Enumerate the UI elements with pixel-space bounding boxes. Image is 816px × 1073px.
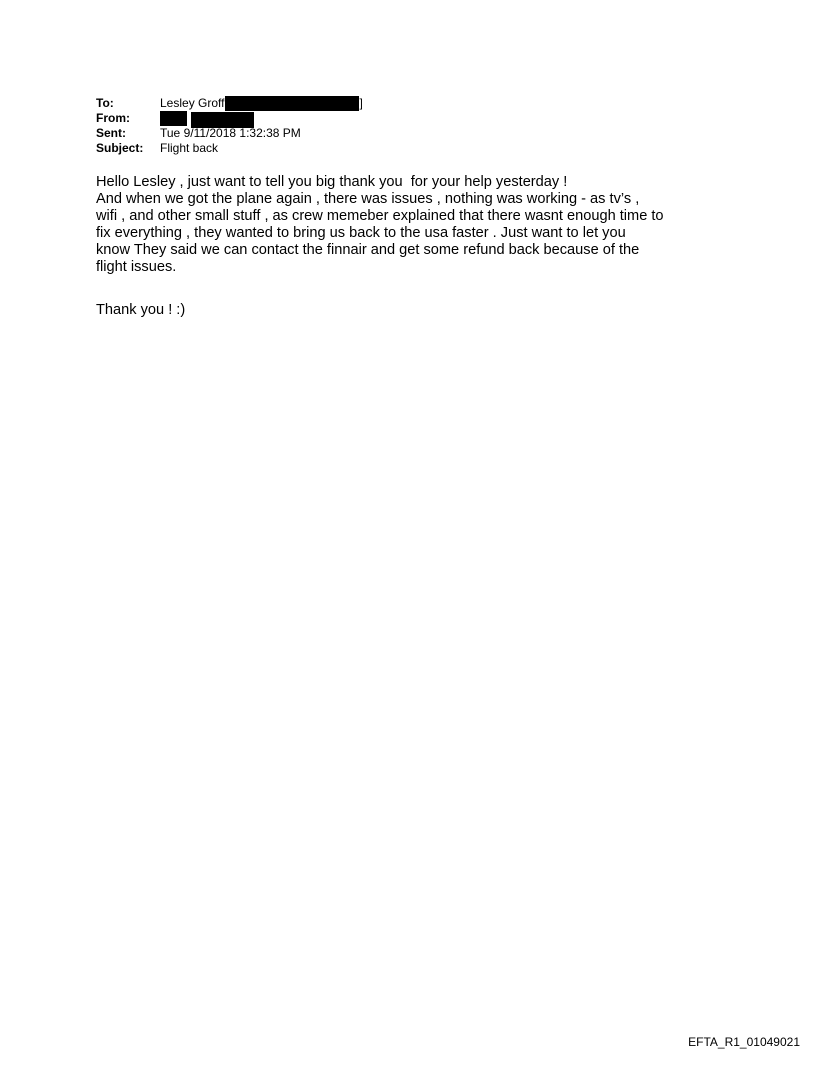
- from-row: [96, 111, 363, 126]
- body-line: wifi , and other small stuff , as crew memeber explained that there wasnt enough time to: [96, 208, 664, 224]
- email-closing: Thank you ! :): [96, 302, 186, 318]
- subject-label: Subject:: [96, 141, 144, 155]
- email-body: [96, 174, 736, 276]
- body-line: Hello Lesley , just want to tell you big thank you for your help yesterday !: [96, 174, 568, 190]
- to-redaction-box: [225, 96, 359, 111]
- subject-row: [96, 141, 363, 156]
- body-line: fix everything , they wanted to bring us back to the usa faster . Just want to let you: [96, 225, 626, 241]
- to-recipient-name: Lesley Groff: [160, 96, 225, 110]
- sent-label: Sent:: [96, 126, 126, 140]
- body-line: know They said we can contact the finnair and get some refund back because of the: [96, 242, 640, 258]
- to-closing-bracket: ]: [359, 96, 363, 110]
- sent-row: [96, 126, 363, 141]
- from-label: From:: [96, 111, 130, 125]
- subject-value: Flight back: [160, 141, 219, 155]
- email-header: [96, 96, 363, 156]
- sent-value: Tue 9/11/2018 1:32:38 PM: [160, 126, 301, 140]
- document-id: EFTA_R1_01049021: [688, 1035, 800, 1049]
- body-line: flight issues.: [96, 259, 177, 275]
- to-label: To:: [96, 96, 114, 110]
- from-redaction-box-1: [160, 111, 187, 126]
- to-row: [96, 96, 363, 111]
- body-line: And when we got the plane again , there was issues , nothing was working - as tv’s ,: [96, 191, 640, 207]
- to-value: [160, 96, 363, 111]
- from-value: [160, 111, 254, 127]
